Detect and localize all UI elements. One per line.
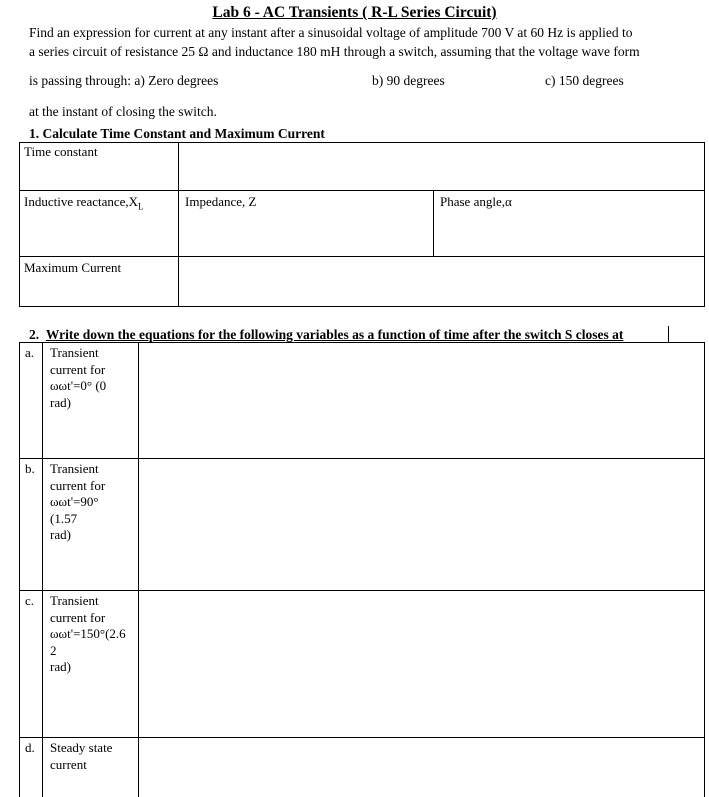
row-d-answer-cell[interactable] xyxy=(138,737,705,797)
phase-angle-cell[interactable] xyxy=(433,190,705,257)
inductive-reactance-cell xyxy=(19,190,179,257)
row-b-label-cell xyxy=(42,458,139,591)
section2-heading xyxy=(29,327,623,343)
row-c-letter: c. xyxy=(25,593,35,608)
row-b-letter-cell xyxy=(19,458,43,591)
row-c-label-cell xyxy=(42,590,139,738)
row-d-label-cell xyxy=(42,737,139,797)
option-c: c) 150 degrees xyxy=(545,73,624,88)
impedance-label: Impedance, Z xyxy=(185,194,257,209)
row-c-answer-cell[interactable] xyxy=(138,590,705,738)
row-a-answer-cell[interactable] xyxy=(138,342,705,459)
option-b: b) 90 degrees xyxy=(372,73,445,88)
intro-line-3: is passing through: a) Zero degrees xyxy=(29,73,219,88)
section1-heading: 1. Calculate Time Constant and Maximum Current xyxy=(29,126,325,141)
intro-line-2: a series circuit of resistance 25 Ω and inductance 180 mH through a switch, assuming that the voltage wave form xyxy=(29,44,640,59)
row-c-label: Transient current for ωωt'=150°(2.6 2 rad) xyxy=(50,593,126,674)
phase-angle-label: Phase angle,α xyxy=(440,194,512,209)
time-constant-label: Time constant xyxy=(24,144,98,159)
row-d-label: Steady state current xyxy=(50,740,113,772)
row-a-letter-cell xyxy=(19,342,43,459)
text-cursor xyxy=(668,326,669,342)
intro-line-1: Find an expression for current at any instant after a sinusoidal voltage of amplitude 700 V at 60 Hz is applied to xyxy=(29,25,633,40)
document-title: Lab 6 - AC Transients ( R-L Series Circuit) xyxy=(212,4,497,21)
row-b-label: Transient current for ωωt'=90° (1.57 rad) xyxy=(50,461,106,542)
inductive-reactance-label: Inductive $reactance,X_L$ xyxy=(24,194,144,212)
section2-heading-text: Write down the equations for the following variables as a function of time after the switch S closes at xyxy=(45,327,624,342)
time-constant-label-cell xyxy=(19,142,179,191)
time-constant-answer-cell[interactable] xyxy=(178,142,705,191)
max-current-label: Maximum Current xyxy=(24,260,122,275)
row-c-letter-cell xyxy=(19,590,43,738)
row-a-label: Transient current for ωωt'=0° (0 rad) xyxy=(50,345,107,410)
section2-heading-number: 2. xyxy=(29,327,40,342)
row-d-letter-cell xyxy=(19,737,43,797)
row-b-answer-cell[interactable] xyxy=(138,458,705,591)
intro-line-4: at the instant of closing the switch. xyxy=(29,104,217,119)
row-a-label-cell xyxy=(42,342,139,459)
row-b-letter: b. xyxy=(25,461,35,476)
row-a-letter: a. xyxy=(25,345,35,360)
max-current-label-cell xyxy=(19,256,179,307)
impedance-cell[interactable] xyxy=(178,190,434,257)
max-current-answer-cell[interactable] xyxy=(178,256,705,307)
row-d-letter: d. xyxy=(25,740,35,755)
